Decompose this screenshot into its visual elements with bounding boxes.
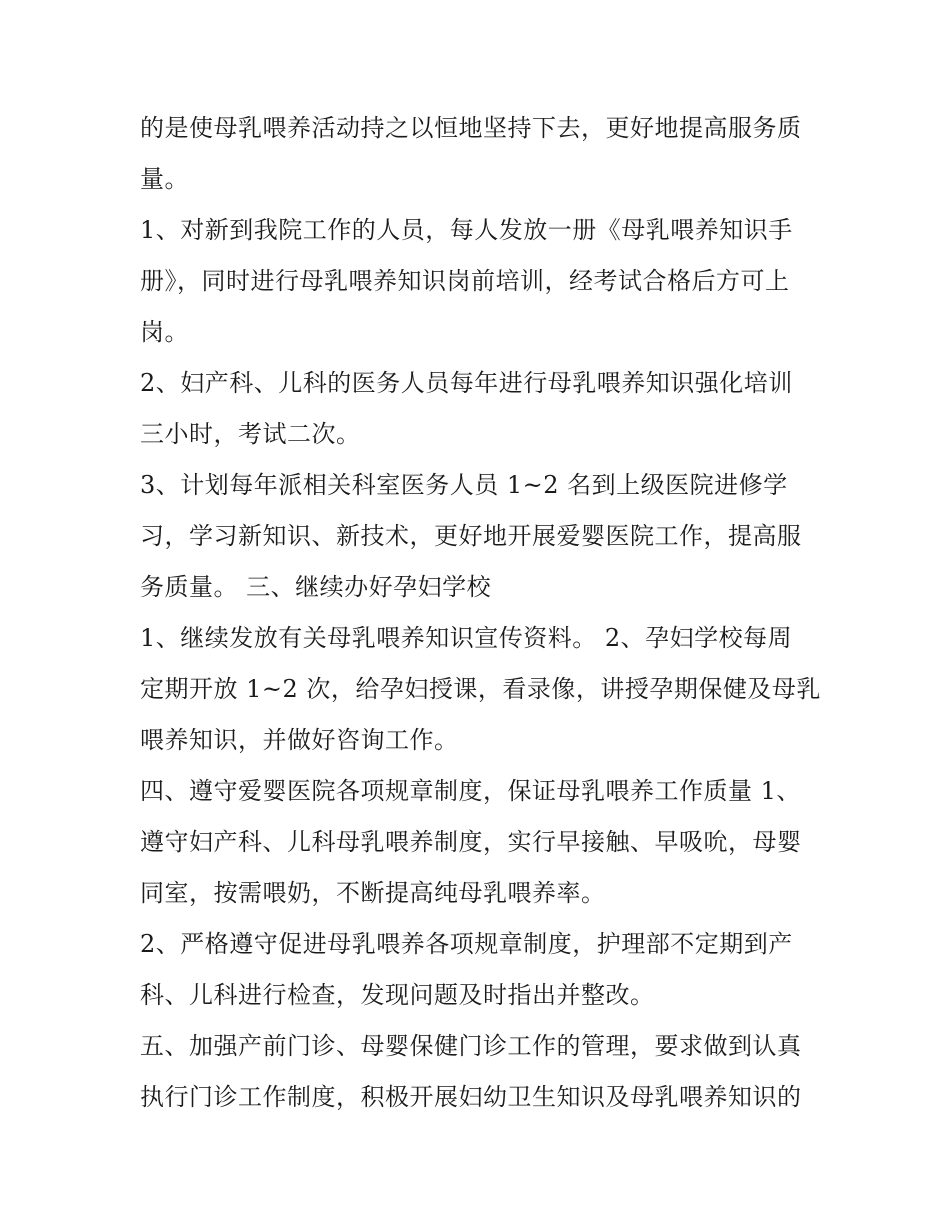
text-line: 岗。: [140, 318, 189, 346]
text-line: 量。: [140, 165, 189, 193]
text-line: 四、遵守爱婴医院各项规章制度，保证母乳喂养工作质量 1、: [140, 777, 801, 805]
text-line: 遵守妇产科、儿科母乳喂养制度，实行早接触、早吸吮，母婴: [140, 828, 802, 856]
text-line: 三小时，考试二次。: [140, 420, 361, 448]
text-line: 科、儿科进行检查，发现问题及时指出并整改。: [140, 981, 655, 1009]
text-line: 1、对新到我院工作的人员，每人发放一册《母乳喂养知识手: [140, 216, 793, 244]
text-line: 2、严格遵守促进母乳喂养各项规章制度，护理部不定期到产: [140, 930, 793, 958]
text-line: 五、加强产前门诊、母婴保健门诊工作的管理，要求做到认真: [140, 1032, 802, 1060]
text-line: 定期开放 1~2 次，给孕妇授课，看录像，讲授孕期保健及母乳: [140, 675, 821, 703]
text-line: 的是使母乳喂养活动持之以恒地坚持下去，更好地提高服务质: [140, 114, 802, 142]
text-line: 务质量。 三、继续办好孕妇学校: [140, 573, 492, 601]
text-line: 习，学习新知识、新技术，更好地开展爱婴医院工作，提高服: [140, 522, 802, 550]
text-line: 册》，同时进行母乳喂养知识岗前培训，经考试合格后方可上: [140, 267, 790, 295]
text-line: 3、计划每年派相关科室医务人员 1~2 名到上级医院进修学: [140, 471, 788, 499]
text-line: 同室，按需喂奶，不断提高纯母乳喂养率。: [140, 879, 606, 907]
text-line: 1、继续发放有关母乳喂养知识宣传资料。 2、孕妇学校每周: [140, 624, 793, 652]
text-line: 喂养知识，并做好咨询工作。: [140, 726, 459, 754]
text-line: 2、妇产科、儿科的医务人员每年进行母乳喂养知识强化培训: [140, 369, 793, 397]
text-line: 执行门诊工作制度，积极开展妇幼卫生知识及母乳喂养知识的: [140, 1083, 802, 1111]
